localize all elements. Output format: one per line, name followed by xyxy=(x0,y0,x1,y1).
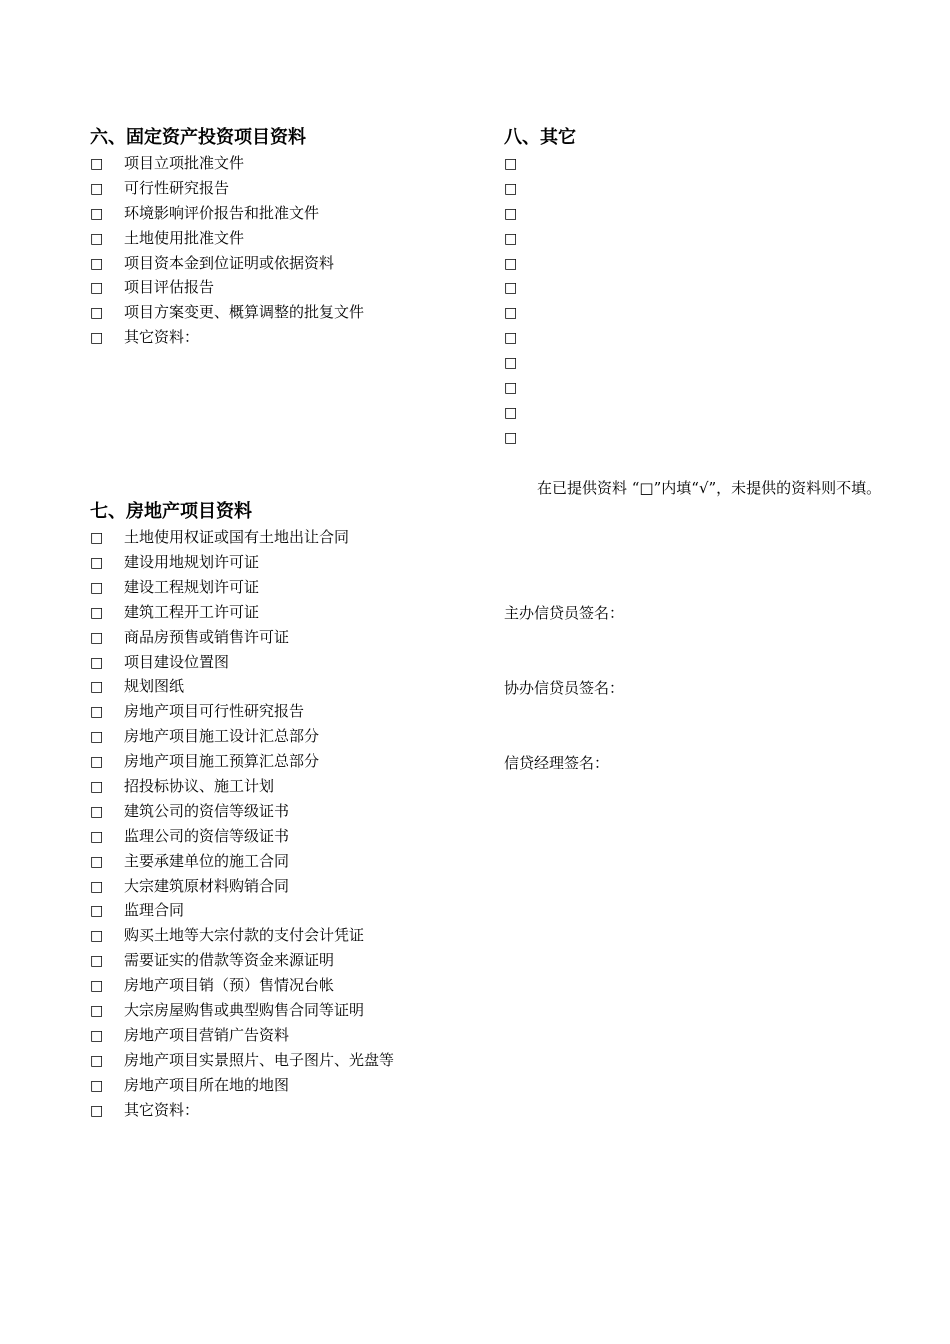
checklist-item xyxy=(90,1048,490,1073)
checklist-item xyxy=(90,201,490,226)
checkbox-icon[interactable]: □ xyxy=(504,280,518,297)
checklist-item xyxy=(90,575,490,600)
checklist-item xyxy=(504,300,889,325)
checklist-item xyxy=(90,625,490,650)
checklist-item xyxy=(504,251,889,276)
checklist-item xyxy=(90,525,490,550)
checklist-item xyxy=(90,874,490,899)
checklist-item-label: 房地产项目可行性研究报告 xyxy=(124,702,305,721)
checklist-item xyxy=(504,325,889,350)
checklist-item-label: 房地产项目实景照片、电子图片、光盘等 xyxy=(124,1050,395,1069)
checklist-item-label: 大宗房屋购售或典型购售合同等证明 xyxy=(124,1001,365,1020)
checklist-item xyxy=(90,699,490,724)
checklist-item-label: 建设用地规划许可证 xyxy=(124,553,260,572)
checklist-item-label: 房地产项目所在地的地图 xyxy=(124,1075,290,1094)
checklist-item xyxy=(90,898,490,923)
checklist-item xyxy=(90,1023,490,1048)
checklist-item-label: 可行性研究报告 xyxy=(124,178,230,197)
checklist-item-label: 招投标协议、施工计划 xyxy=(124,777,275,796)
checklist-item-label: 主要承建单位的施工合同 xyxy=(124,851,290,870)
checkbox-icon[interactable]: □ xyxy=(504,156,518,172)
checklist-item xyxy=(90,650,490,675)
checklist-item xyxy=(90,799,490,824)
checklist-item xyxy=(90,948,490,973)
checklist-item xyxy=(90,724,490,749)
checkbox-icon[interactable]: □ xyxy=(504,404,518,421)
manager-signature-label: 信贷经理签名： xyxy=(504,753,610,772)
checklist-item-label: 监理公司的资信等级证书 xyxy=(124,826,290,845)
checkbox-icon[interactable]: □ xyxy=(90,1052,104,1069)
section6-list xyxy=(90,151,490,350)
fill-instruction-note: 在已提供资料 “□”内填“√”，未提供的资料则不填。 xyxy=(537,478,882,497)
checklist-item-label: 建筑公司的资信等级证书 xyxy=(124,801,290,820)
checkbox-icon[interactable]: □ xyxy=(90,629,104,646)
checklist-item xyxy=(90,300,490,325)
checkbox-icon[interactable]: □ xyxy=(90,729,104,746)
checkbox-icon[interactable]: □ xyxy=(90,878,104,895)
checkbox-icon[interactable]: □ xyxy=(504,305,518,322)
checklist-item-label: 规划图纸 xyxy=(124,677,185,696)
checkbox-icon[interactable]: □ xyxy=(90,754,104,771)
checklist-item xyxy=(90,973,490,998)
checklist-item xyxy=(90,176,490,201)
checklist-item-label: 商品房预售或销售许可证 xyxy=(124,627,290,646)
checkbox-icon[interactable]: □ xyxy=(90,180,104,197)
checkbox-icon[interactable]: □ xyxy=(90,330,104,347)
checklist-item xyxy=(504,151,889,176)
checkbox-icon[interactable]: □ xyxy=(90,1027,104,1044)
checkbox-icon[interactable]: □ xyxy=(90,704,104,721)
checklist-item xyxy=(504,275,889,300)
officer-signature-label: 主办信贷员签名： xyxy=(504,603,625,622)
checkbox-icon[interactable]: □ xyxy=(504,330,518,347)
checkbox-icon[interactable]: □ xyxy=(504,355,518,372)
checklist-item-label: 其它资料： xyxy=(124,328,200,347)
checkbox-icon[interactable]: □ xyxy=(504,205,518,222)
checklist-item xyxy=(90,1073,490,1098)
checkbox-icon[interactable]: □ xyxy=(90,156,104,172)
checklist-item xyxy=(90,674,490,699)
checkbox-icon[interactable]: □ xyxy=(90,779,104,796)
checkbox-icon[interactable]: □ xyxy=(504,380,518,397)
checkbox-icon[interactable]: □ xyxy=(504,429,518,446)
checkbox-icon[interactable]: □ xyxy=(90,530,104,547)
checklist-item-label: 监理合同 xyxy=(124,901,185,920)
checklist-item-label: 项目评估报告 xyxy=(124,278,215,297)
checklist-item xyxy=(90,550,490,575)
checklist-item xyxy=(90,600,490,625)
checkbox-icon[interactable]: □ xyxy=(90,255,104,272)
checkbox-icon[interactable]: □ xyxy=(90,903,104,920)
checklist-item-label: 房地产项目营销广告资料 xyxy=(124,1025,290,1044)
left-column xyxy=(90,125,490,1123)
checklist-item-label: 需要证实的借款等资金来源证明 xyxy=(124,951,335,970)
checkbox-icon[interactable]: □ xyxy=(90,1077,104,1094)
checkbox-icon[interactable]: □ xyxy=(90,205,104,222)
checklist-item xyxy=(90,275,490,300)
checkbox-icon[interactable]: □ xyxy=(90,978,104,995)
checkbox-icon[interactable]: □ xyxy=(90,280,104,297)
checklist-item-label: 其它资料： xyxy=(124,1100,200,1119)
assistant-signature-label: 协办信贷员签名： xyxy=(504,678,625,697)
checkbox-icon[interactable]: □ xyxy=(504,180,518,197)
checklist-item-label: 大宗建筑原材料购销合同 xyxy=(124,876,290,895)
checkbox-icon[interactable]: □ xyxy=(90,1003,104,1020)
checkbox-icon[interactable]: □ xyxy=(90,853,104,870)
checklist-item-label: 项目资本金到位证明或依据资料 xyxy=(124,253,335,272)
checklist-item xyxy=(90,226,490,251)
checkbox-icon[interactable]: □ xyxy=(90,604,104,621)
checklist-item xyxy=(90,251,490,276)
checklist-item xyxy=(90,749,490,774)
checkbox-icon[interactable]: □ xyxy=(90,679,104,696)
checkbox-icon[interactable]: □ xyxy=(90,803,104,820)
checklist-item-label: 购买土地等大宗付款的支付会计凭证 xyxy=(124,926,365,945)
checklist-item xyxy=(90,824,490,849)
checkbox-icon[interactable]: □ xyxy=(90,654,104,671)
checklist-item-label: 项目方案变更、概算调整的批复文件 xyxy=(124,303,365,322)
checkbox-icon[interactable]: □ xyxy=(90,230,104,247)
checklist-item xyxy=(504,375,889,400)
checklist-item-label: 土地使用权证或国有土地出让合同 xyxy=(124,528,350,547)
right-column xyxy=(504,125,889,776)
checklist-item xyxy=(504,350,889,375)
checklist-item xyxy=(90,1098,490,1123)
checklist-item xyxy=(504,400,889,425)
checklist-item-label: 房地产项目施工预算汇总部分 xyxy=(124,752,320,771)
checklist-item-label: 建设工程规划许可证 xyxy=(124,577,260,596)
checklist-item-label: 项目建设位置图 xyxy=(124,652,230,671)
section8-list xyxy=(504,151,889,450)
checklist-item xyxy=(90,325,490,350)
checklist-item-label: 环境影响评价报告和批准文件 xyxy=(124,203,320,222)
checkbox-icon[interactable]: □ xyxy=(90,928,104,945)
checklist-item xyxy=(90,849,490,874)
checklist-item-label: 房地产项目销（预）售情况台帐 xyxy=(124,976,335,995)
section6-heading: 六、固定资产投资项目资料 xyxy=(90,127,306,148)
checkbox-icon[interactable]: □ xyxy=(90,305,104,322)
checklist-item xyxy=(504,176,889,201)
section8-heading: 八、其它 xyxy=(504,127,576,148)
checklist-item xyxy=(504,201,889,226)
checkbox-icon[interactable]: □ xyxy=(90,828,104,845)
checkbox-icon[interactable]: □ xyxy=(90,579,104,596)
section7-list xyxy=(90,525,490,1122)
checkbox-icon[interactable]: □ xyxy=(504,255,518,272)
checklist-item xyxy=(90,774,490,799)
checklist-item xyxy=(90,151,490,176)
checkbox-icon[interactable]: □ xyxy=(90,555,104,572)
section7-heading: 七、房地产项目资料 xyxy=(90,501,252,523)
checklist-item xyxy=(90,923,490,948)
checkbox-icon[interactable]: □ xyxy=(504,230,518,247)
checkbox-icon[interactable]: □ xyxy=(90,953,104,970)
checklist-item-label: 项目立项批准文件 xyxy=(124,154,245,172)
checkbox-icon[interactable]: □ xyxy=(90,1102,104,1119)
checklist-item xyxy=(504,226,889,251)
checklist-item-label: 房地产项目施工设计汇总部分 xyxy=(124,727,320,746)
checklist-item xyxy=(504,425,889,450)
checklist-item-label: 土地使用批准文件 xyxy=(124,228,245,247)
checklist-item xyxy=(90,998,490,1023)
checklist-item-label: 建筑工程开工许可证 xyxy=(124,602,260,621)
